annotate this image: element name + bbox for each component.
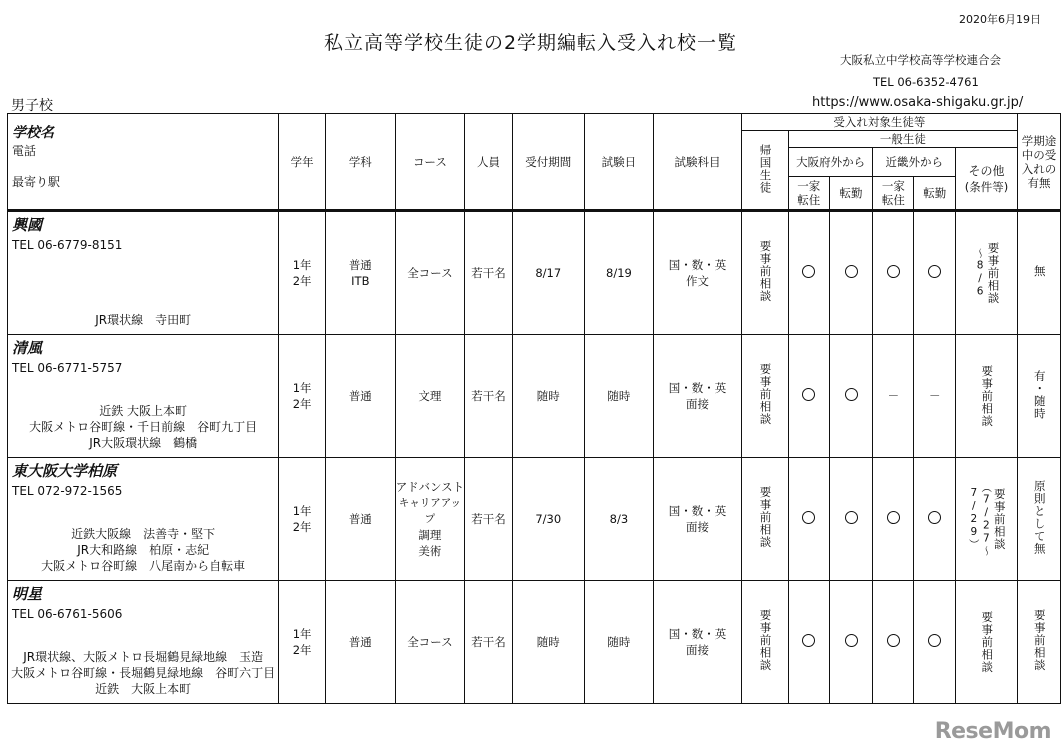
osaka-transfer-cell (829, 211, 873, 335)
other-condition-text: 要事前相談 (992, 487, 1007, 551)
table-row (8, 581, 1061, 704)
school-stations (8, 312, 278, 328)
school-name: 興國 (12, 216, 43, 234)
accepted-circle-icon (887, 634, 900, 647)
line-text: 大阪メトロ谷町線 八尾南から自転車 (41, 559, 246, 573)
other-condition-text: 要事前相談 (986, 241, 1001, 305)
line-text: 近鉄 大阪上本町 (99, 404, 188, 418)
header-kinki-family-label: 一家転住 (881, 179, 905, 207)
grade-cell (279, 581, 326, 704)
kinki-family-cell (873, 581, 914, 704)
school-name: 東大阪大学柏原 (12, 462, 118, 480)
resemom-logo: ReseMom (934, 719, 1051, 744)
header-phone: 電話 (12, 144, 37, 158)
line-text: 1年 (292, 504, 312, 518)
kinki-transfer-cell (914, 211, 956, 335)
capacity-cell: 若干名 (465, 581, 513, 704)
header-osaka-family (788, 177, 829, 211)
exam-date-cell: 随時 (584, 581, 654, 704)
returnee-value: 要事前相談 (758, 240, 773, 303)
line-text: 2年 (292, 274, 312, 288)
line-text: 1年 (292, 258, 312, 272)
organization-name: 大阪私立中学校高等学校連合会 (840, 53, 1001, 67)
header-outside-kinki: 近畿外から (873, 148, 956, 177)
returnee-cell (741, 211, 788, 335)
school-name: 清風 (12, 339, 43, 357)
other-condition-text: 〜8/6 (974, 247, 987, 299)
table-row (8, 335, 1061, 458)
exam-subjects-cell (654, 581, 742, 704)
osaka-family-cell (788, 458, 829, 581)
header-grade: 学年 (279, 114, 326, 211)
grade-cell (279, 211, 326, 335)
header-outside-osaka: 大阪府外から (788, 148, 873, 177)
exam-subjects-cell (654, 458, 742, 581)
header-midterm-label: 学期途中の受入れの有無 (1021, 133, 1057, 190)
school-stations (8, 403, 278, 451)
application-period-cell: 8/17 (512, 211, 584, 335)
header-osaka-family-label: 一家転住 (797, 179, 821, 207)
osaka-family-cell (788, 211, 829, 335)
midterm-value: 有・随時 (1032, 369, 1047, 420)
midterm-cell (1017, 335, 1060, 458)
header-exam-date: 試験日 (584, 114, 654, 211)
returnee-cell (741, 335, 788, 458)
accepted-circle-icon (802, 511, 815, 524)
other-conditions-cell (956, 211, 1018, 335)
kinki-family-cell (873, 211, 914, 335)
other-condition-text: 要事前相談 (980, 610, 995, 674)
header-returnee-label: 帰国生徒 (758, 143, 773, 194)
other-condition-text: （7/27〜 (980, 481, 993, 557)
exam-subjects-cell (654, 211, 742, 335)
course-cell (395, 211, 465, 335)
returnee-value: 要事前相談 (758, 609, 773, 672)
header-application-period: 受付期間 (512, 114, 584, 211)
line-text: 普通 (348, 512, 372, 526)
midterm-value: 原則として無 (1032, 480, 1047, 555)
course-cell (395, 335, 465, 458)
table-row (8, 211, 1061, 335)
header-kinki-transfer: 転勤 (914, 177, 956, 211)
school-cell (8, 581, 279, 704)
line-text: 普通 (348, 635, 372, 649)
osaka-family-cell (788, 581, 829, 704)
returnee-value: 要事前相談 (758, 363, 773, 426)
course-cell (395, 581, 465, 704)
grade-cell (279, 335, 326, 458)
header-returnee (741, 131, 788, 211)
capacity-cell: 若干名 (465, 211, 513, 335)
header-school (8, 114, 279, 211)
organization-phone: TEL 06-6352-4761 (873, 75, 979, 89)
school-cell (8, 458, 279, 581)
line-text: 近鉄大阪線 法善寺・堅下 (71, 527, 216, 541)
line-text: アドバンスト (395, 480, 465, 494)
accepted-circle-icon (802, 265, 815, 278)
other-conditions-cell (956, 581, 1018, 704)
department-cell (326, 581, 396, 704)
header-midterm (1017, 114, 1060, 211)
osaka-transfer-cell (829, 581, 873, 704)
line-text: 調理 (418, 528, 442, 542)
school-stations (8, 649, 278, 697)
line-text: JR大和路線 柏原・志紀 (77, 543, 210, 557)
other-conditions-cell (956, 335, 1018, 458)
course-cell (395, 458, 465, 581)
line-text: 全コース (407, 635, 453, 649)
kinki-family-cell (873, 458, 914, 581)
line-text: 国・数・英 (668, 381, 727, 395)
capacity-cell: 若干名 (465, 335, 513, 458)
osaka-family-cell (788, 335, 829, 458)
line-text: JR環状線、大阪メトロ長堀鶴見緑地線 玉造 (23, 650, 264, 664)
accepted-circle-icon (802, 634, 815, 647)
application-period-cell: 随時 (512, 581, 584, 704)
line-text: JR大阪環状線 鶴橋 (89, 436, 198, 450)
returnee-cell (741, 458, 788, 581)
other-conditions-cell (956, 458, 1018, 581)
line-text: 面接 (686, 397, 709, 411)
grade-cell (279, 458, 326, 581)
school-category: 男子校 (11, 98, 53, 114)
accepted-circle-icon (887, 265, 900, 278)
exam-date-cell: 随時 (584, 335, 654, 458)
accepted-circle-icon (845, 388, 858, 401)
header-exam-subjects: 試験科目 (654, 114, 742, 211)
department-cell (326, 335, 396, 458)
line-text: 大阪メトロ谷町線・長堀鶴見緑地線 谷町六丁目 (11, 666, 276, 680)
school-phone: TEL 06-6761-5606 (12, 607, 123, 621)
header-department: 学科 (326, 114, 396, 211)
school-phone: TEL 06-6771-5757 (12, 361, 123, 375)
line-text: 1年 (292, 627, 312, 641)
accepted-circle-icon (845, 634, 858, 647)
header-course: コース (395, 114, 465, 211)
line-text: 大阪メトロ谷町線・千日前線 谷町九丁目 (29, 420, 258, 434)
header-osaka-transfer: 転勤 (829, 177, 873, 211)
table-row (8, 458, 1061, 581)
department-cell (326, 211, 396, 335)
header-capacity: 人員 (465, 114, 513, 211)
line-text: 国・数・英 (668, 504, 727, 518)
header-station: 最寄り駅 (12, 175, 61, 189)
line-text: 近鉄 大阪上本町 (95, 682, 192, 696)
line-text: 美術 (418, 544, 442, 558)
midterm-cell (1017, 458, 1060, 581)
returnee-cell (741, 581, 788, 704)
midterm-value: 要事前相談 (1032, 609, 1047, 672)
line-text: 1年 (292, 381, 312, 395)
accepted-circle-icon (802, 388, 815, 401)
accepted-circle-icon (928, 265, 941, 278)
capacity-cell: 若干名 (465, 458, 513, 581)
line-text: 面接 (686, 520, 709, 534)
line-text: 2年 (292, 520, 312, 534)
accepted-circle-icon (845, 511, 858, 524)
page-title: 私立高等学校生徒の2学期編転入受入れ校一覧 (323, 32, 738, 54)
line-text: 普通 (348, 389, 372, 403)
line-text: 文理 (418, 389, 442, 403)
school-phone: TEL 06-6779-8151 (12, 238, 123, 252)
line-text: 作文 (686, 274, 709, 288)
header-other-label: その他 (968, 164, 1005, 178)
header-school-name: 学校名 (12, 125, 54, 141)
kinki-transfer-cell: － (914, 335, 956, 458)
midterm-cell (1017, 581, 1060, 704)
school-phone: TEL 072-972-1565 (12, 484, 123, 498)
accepted-circle-icon (928, 511, 941, 524)
organization-url[interactable]: https://www.osaka-shigaku.gr.jp/ (812, 95, 1024, 110)
line-text: 国・数・英 (668, 258, 727, 272)
header-general: 一般生徒 (788, 131, 1017, 148)
osaka-transfer-cell (829, 335, 873, 458)
line-text: 全コース (407, 266, 453, 280)
school-cell (8, 335, 279, 458)
school-cell (8, 211, 279, 335)
exam-subjects-cell (654, 335, 742, 458)
header-other-sub: (条件等) (964, 180, 1009, 194)
accepted-circle-icon (845, 265, 858, 278)
other-condition-text: 7/29） (967, 487, 980, 551)
kinki-transfer-cell (914, 458, 956, 581)
returnee-value: 要事前相談 (758, 486, 773, 549)
line-text: キャリアアップ (398, 497, 462, 525)
other-condition-text: 要事前相談 (980, 364, 995, 428)
department-cell (326, 458, 396, 581)
document-date: 2020年6月19日 (959, 13, 1041, 26)
exam-date-cell: 8/3 (584, 458, 654, 581)
line-text: 2年 (292, 397, 312, 411)
exam-date-cell: 8/19 (584, 211, 654, 335)
osaka-transfer-cell (829, 458, 873, 581)
school-table (7, 113, 1061, 704)
kinki-family-cell: － (873, 335, 914, 458)
school-stations (8, 526, 278, 574)
school-name: 明星 (12, 585, 43, 603)
accepted-circle-icon (928, 634, 941, 647)
line-text: 面接 (686, 643, 709, 657)
midterm-value: 無 (1032, 265, 1047, 278)
application-period-cell: 7/30 (512, 458, 584, 581)
application-period-cell: 随時 (512, 335, 584, 458)
line-text: 2年 (292, 643, 312, 657)
header-kinki-family (873, 177, 914, 211)
header-target-group: 受入れ対象生徒等 (741, 114, 1017, 131)
line-text: 国・数・英 (668, 627, 727, 641)
midterm-cell (1017, 211, 1060, 335)
line-text: ITB (351, 274, 370, 288)
header-other (956, 148, 1018, 211)
kinki-transfer-cell (914, 581, 956, 704)
line-text: JR環状線 寺田町 (95, 313, 192, 327)
line-text: 普通 (348, 258, 372, 272)
accepted-circle-icon (887, 511, 900, 524)
